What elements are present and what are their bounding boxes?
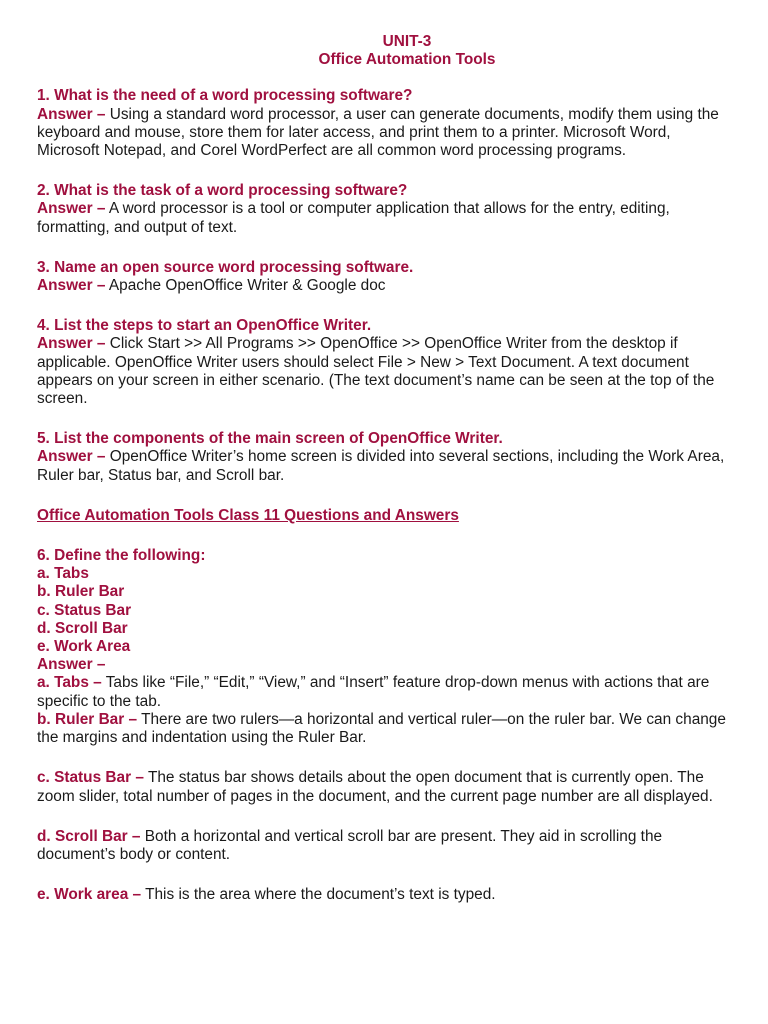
answer-text: Click Start >> All Programs >> OpenOffice >> OpenOffice Writer from the desktop if applicable. OpenOffice Writer users should select File > New > Text Document. A text document appears on your screen in either scenario. (The text document’s name can be seen at the top of the screen. bbox=[37, 335, 715, 408]
definition-label: e. Work area – bbox=[37, 886, 142, 904]
document-page bbox=[37, 33, 737, 904]
unit-heading: UNIT-3 bbox=[382, 33, 432, 50]
question-5: 5. List the components of the main screen of OpenOffice Writer. bbox=[37, 430, 503, 448]
definition-text: This is the area where the document’s text is typed. bbox=[145, 886, 496, 904]
answer-1 bbox=[37, 106, 737, 161]
definition-text: Tabs like “File,” “Edit,” “View,” and “Insert” feature drop-down menus with actions that are specific to the tab. bbox=[37, 674, 710, 710]
spacer bbox=[37, 237, 737, 259]
answer-4 bbox=[37, 335, 737, 408]
definition-text: Both a horizontal and vertical scroll bar are present. They aid in scrolling the document’s body or content. bbox=[37, 827, 663, 863]
question-3: 3. Name an open source word processing software. bbox=[37, 258, 414, 276]
definition-scroll-bar bbox=[37, 828, 737, 864]
definition-label: d. Scroll Bar – bbox=[37, 827, 141, 845]
spacer bbox=[37, 525, 737, 547]
page-title: Office Automation Tools bbox=[318, 51, 496, 69]
definition-work-area bbox=[37, 886, 737, 904]
definition-ruler-bar bbox=[37, 711, 737, 747]
answer-text: OpenOffice Writer’s home screen is divided into several sections, including the Work Area, Ruler bar, Status bar, and Scroll bar. bbox=[37, 448, 725, 484]
definition-label: a. Tabs – bbox=[37, 674, 102, 692]
definition-label: c. Status Bar – bbox=[37, 769, 144, 787]
answer-5 bbox=[37, 448, 737, 484]
spacer bbox=[37, 747, 737, 769]
section-link-row bbox=[37, 507, 737, 525]
question-1: 1. What is the need of a word processing software? bbox=[37, 87, 413, 105]
q6-item-status-bar: c. Status Bar bbox=[37, 601, 132, 619]
spacer bbox=[37, 69, 737, 87]
answer-text: A word processor is a tool or computer application that allows for the entry, editing, formatting, and output of text. bbox=[37, 200, 670, 236]
definition-text: The status bar shows details about the open document that is currently open. The zoom slider, total number of pages in the document, and the current page number are all displayed. bbox=[37, 769, 713, 805]
answer-2 bbox=[37, 200, 737, 236]
answer-label: Answer – bbox=[37, 200, 106, 218]
spacer bbox=[37, 295, 737, 317]
section-link[interactable]: Office Automation Tools Class 11 Questions and Answers bbox=[37, 506, 459, 524]
question-2: 2. What is the task of a word processing software? bbox=[37, 182, 408, 200]
q6-item-tabs: a. Tabs bbox=[37, 565, 89, 583]
answer-label: Answer – bbox=[37, 448, 106, 466]
spacer bbox=[37, 485, 737, 507]
q6-item-scroll-bar: d. Scroll Bar bbox=[37, 619, 128, 637]
spacer bbox=[37, 806, 737, 828]
answer-text: Using a standard word processor, a user can generate documents, modify them using the keyboard and mouse, store them for later access, and print them to a printer. Microsoft Word, Microsoft Notepad, and Corel WordPerfect are all common word processing programs. bbox=[37, 105, 719, 160]
answer-text: Apache OpenOffice Writer & Google doc bbox=[108, 277, 386, 295]
answer-label: Answer – bbox=[37, 105, 106, 123]
spacer bbox=[37, 408, 737, 430]
q6-answer-label: Answer – bbox=[37, 656, 106, 674]
question-4: 4. List the steps to start an OpenOffice Writer. bbox=[37, 317, 372, 335]
answer-3 bbox=[37, 277, 737, 295]
definition-tabs bbox=[37, 674, 737, 710]
answer-label: Answer – bbox=[37, 277, 106, 295]
definition-label: b. Ruler Bar – bbox=[37, 710, 138, 728]
question-6: 6. Define the following: bbox=[37, 547, 206, 565]
answer-label: Answer – bbox=[37, 335, 106, 353]
spacer bbox=[37, 864, 737, 886]
q6-item-ruler-bar: b. Ruler Bar bbox=[37, 583, 125, 601]
definition-status-bar bbox=[37, 769, 737, 805]
spacer bbox=[37, 160, 737, 182]
definition-text: There are two rulers—a horizontal and vertical ruler—on the ruler bar. We can change the margins and indentation using the Ruler Bar. bbox=[37, 710, 726, 747]
q6-item-work-area: e. Work Area bbox=[37, 638, 131, 656]
